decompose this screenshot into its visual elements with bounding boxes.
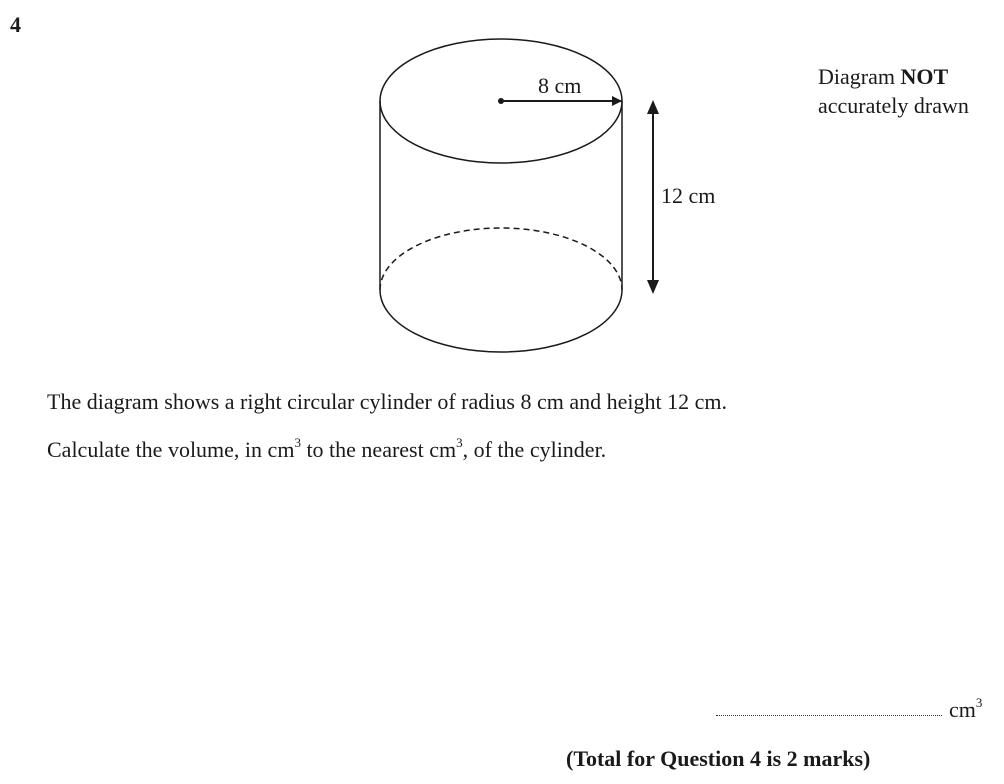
question-text-1: The diagram shows a right circular cylinder of radius 8 cm and height 12 cm. xyxy=(47,389,727,414)
note-prefix: Diagram xyxy=(818,64,901,89)
q2-sup1: 3 xyxy=(294,435,301,450)
answer-unit xyxy=(949,697,982,723)
note-line2: accurately drawn xyxy=(818,93,969,118)
answer-unit-text: cm xyxy=(949,697,976,722)
total-marks: (Total for Question 4 is 2 marks) xyxy=(566,746,871,771)
note-bold: NOT xyxy=(900,64,949,89)
question-text-2 xyxy=(47,437,606,463)
diagram-note xyxy=(818,62,969,120)
answer-unit-sup: 3 xyxy=(975,695,983,710)
cylinder-bottom-front-arc xyxy=(380,290,622,352)
q2-sup2: 3 xyxy=(456,435,463,450)
radius-label: 8 cm xyxy=(538,73,582,98)
answer-line[interactable] xyxy=(716,697,996,721)
height-label: 12 cm xyxy=(661,183,716,208)
height-arrow-bottom-head xyxy=(647,280,659,294)
answer-dots[interactable] xyxy=(716,715,942,716)
q2-part2: to the nearest cm xyxy=(300,437,457,462)
height-arrow-top-head xyxy=(647,100,659,114)
question-number: 4 xyxy=(10,12,21,37)
q2-part1: Calculate the volume, in cm xyxy=(47,437,295,462)
q2-part3: , of the cylinder. xyxy=(462,437,607,462)
cylinder-bottom-back-arc xyxy=(380,228,622,290)
